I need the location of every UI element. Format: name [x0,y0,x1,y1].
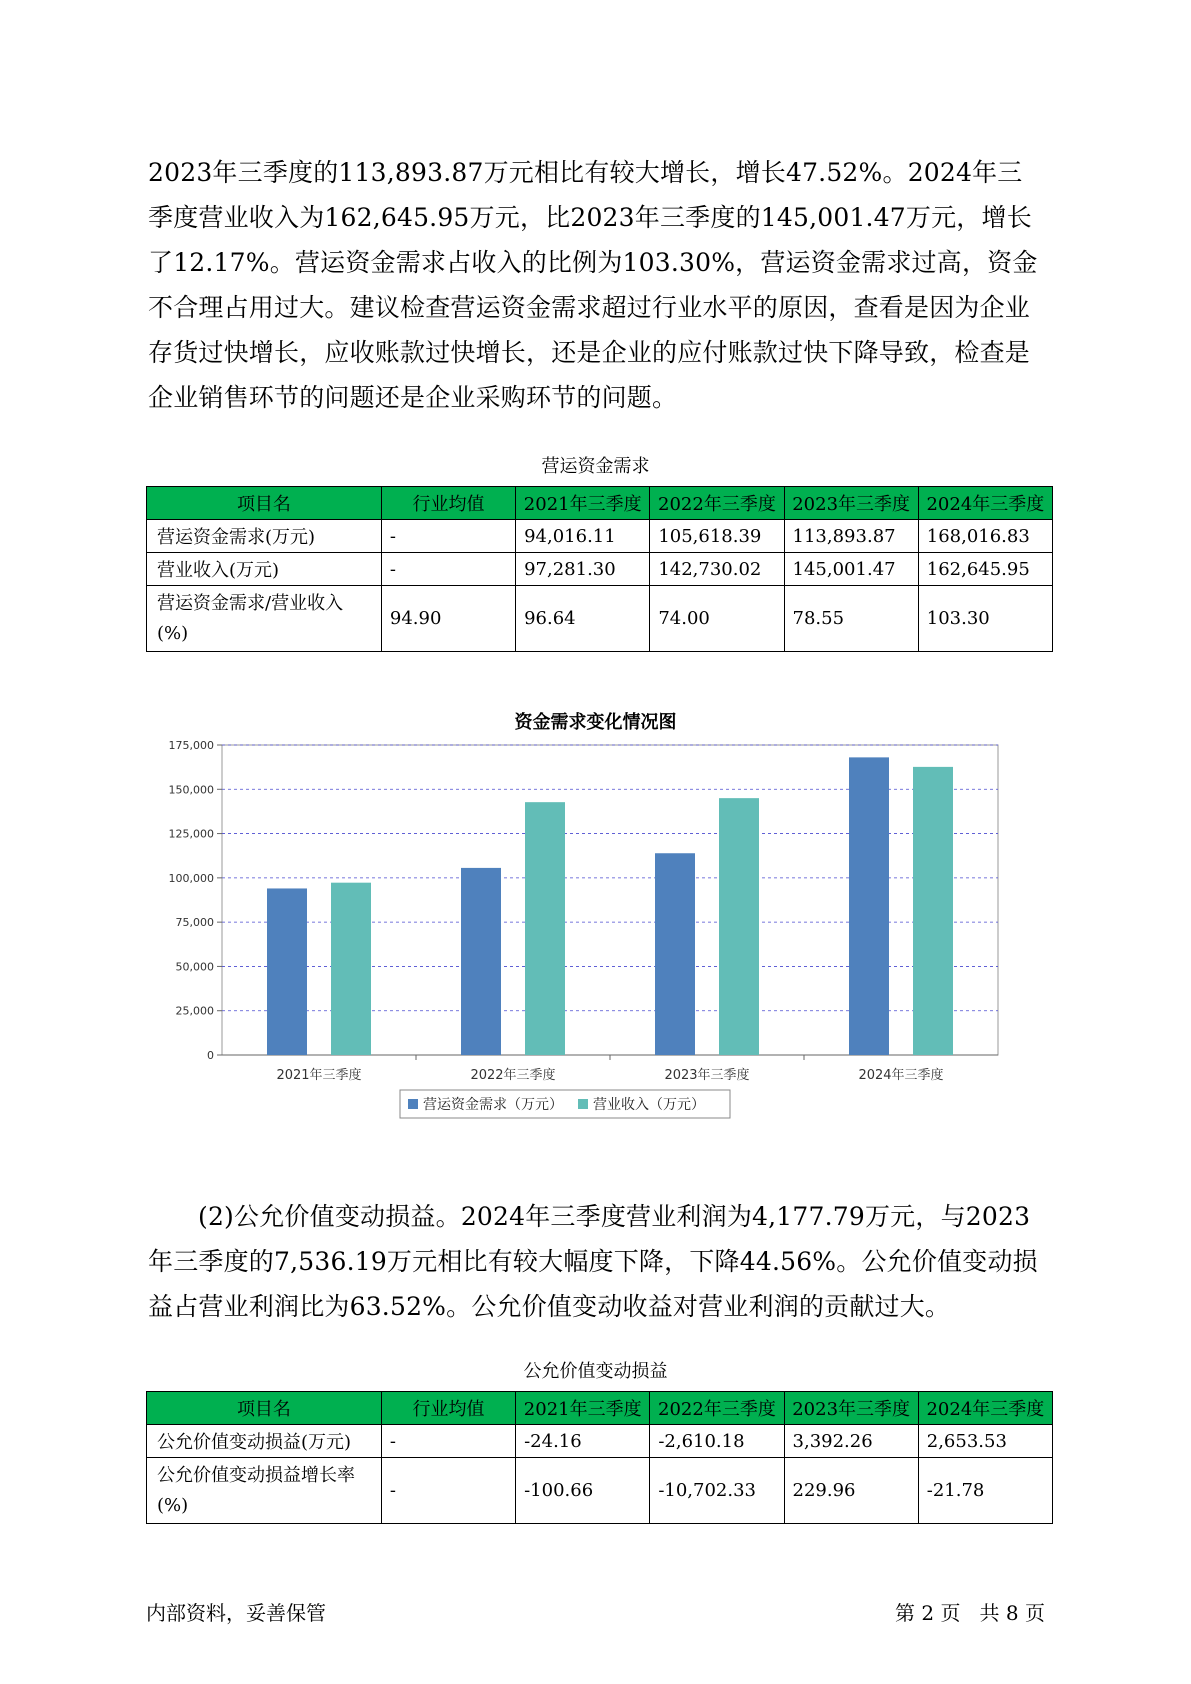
table-cell: - [381,520,515,553]
header-2021q3: 2021年三季度 [516,1392,650,1425]
table-cell: 105,618.39 [650,520,784,553]
table-cell: 103.30 [918,586,1052,652]
chart-title: 资金需求变化情况图 [514,712,677,733]
row-label: 营业收入(万元) [147,553,382,586]
bar-working-capital [849,757,889,1055]
bar-revenue [913,767,953,1055]
table-cell: 3,392.26 [784,1425,918,1458]
table-cell: 145,001.47 [784,553,918,586]
table-cell: -24.16 [516,1425,650,1458]
header-2022q3: 2022年三季度 [650,1392,784,1425]
y-tick-label: 175,000 [168,739,214,752]
table-header-row [147,487,1053,520]
y-tick-label: 75,000 [175,916,214,930]
bar-working-capital [655,853,695,1055]
table1-caption: 营运资金需求 [541,456,650,477]
table-cell: - [381,553,515,586]
paragraph-fair-value: (2)公允价值变动损益。2024年三季度营业利润为4,177.79万元，与2023年三季度的7,536.19万元相比有较大幅度下降，下降44.56%。公允价值变动损益占营业利润比为63.52%。公允价值变动收益对营业利润的贡献过大。 [148,1202,1038,1321]
table-row [147,553,1053,586]
legend-swatch [408,1099,418,1109]
working-capital-table [146,486,1053,652]
table-cell: 74.00 [650,586,784,652]
table-header-row [147,1392,1053,1425]
footer-confidential: 内部资料，妥善保管 [146,1601,326,1625]
table-cell: 142,730.02 [650,553,784,586]
legend-swatch [578,1099,588,1109]
bar-revenue [331,883,371,1055]
bar-revenue [719,798,759,1055]
footer-page-number: 第 2 页 共 8 页 [895,1601,1045,1625]
y-tick-label: 125,000 [168,827,214,841]
y-tick-label: 150,000 [168,783,214,797]
table-cell: - [381,1458,515,1524]
table-cell: - [381,1425,515,1458]
fund-demand-bar-chart [150,735,1040,1155]
bar-working-capital [461,868,501,1055]
legend-label: 营运资金需求（万元） [423,1097,563,1113]
table-cell: 94.90 [381,586,515,652]
header-2021q3: 2021年三季度 [516,487,650,520]
paragraph-working-capital: 2023年三季度的113,893.87万元相比有较大增长，增长47.52%。2024年三季度营业收入为162,645.95万元，比2023年三季度的145,001.47万元，增长了12.17%。营运资金需求占收入的比例为103.30%，营运资金需求过高，资金不合理占用过大。建议检查营运资金需求超过行业水平的原因，查看是因为企业存货过快增长，应收账款过快增长，还是企业的应付账款过快下降导致，检查是企业销售环节的问题还是企业采购环节的问题。 [148,158,1038,412]
header-industry-avg: 行业均值 [381,487,515,520]
table-row [147,520,1053,553]
fair-value-table [146,1391,1053,1524]
table-row [147,586,1053,652]
table-cell: 2,653.53 [918,1425,1052,1458]
x-tick-label: 2021年三季度 [276,1068,362,1083]
table-row [147,1425,1053,1458]
header-2023q3: 2023年三季度 [784,487,918,520]
y-tick-label: 25,000 [175,1004,214,1018]
row-label: 公允价值变动损益增长率(%) [147,1458,382,1524]
header-2024q3: 2024年三季度 [918,1392,1052,1425]
table-cell: 229.96 [784,1458,918,1524]
y-tick-label: 100,000 [168,871,214,885]
table-cell: -21.78 [918,1458,1052,1524]
table-cell: 78.55 [784,586,918,652]
table-cell: 94,016.11 [516,520,650,553]
header-2022q3: 2022年三季度 [650,487,784,520]
table-cell: 113,893.87 [784,520,918,553]
x-tick-label: 2024年三季度 [858,1068,944,1083]
header-2024q3: 2024年三季度 [918,487,1052,520]
table-cell: 168,016.83 [918,520,1052,553]
y-tick-label: 0 [207,1049,214,1062]
table-cell: 96.64 [516,586,650,652]
table-cell: -100.66 [516,1458,650,1524]
bar-revenue [525,802,565,1055]
header-item-name: 项目名 [147,487,382,520]
table-cell: -10,702.33 [650,1458,784,1524]
header-2023q3: 2023年三季度 [784,1392,918,1425]
legend-label: 营业收入（万元） [593,1097,705,1113]
row-label: 营运资金需求(万元) [147,520,382,553]
bar-working-capital [267,888,307,1055]
x-tick-label: 2022年三季度 [470,1068,556,1083]
y-tick-label: 50,000 [175,960,214,974]
header-item-name: 项目名 [147,1392,382,1425]
table2-caption: 公允价值变动损益 [523,1361,668,1382]
row-label: 营运资金需求/营业收入(%) [147,586,382,652]
table-row [147,1458,1053,1524]
table-cell: -2,610.18 [650,1425,784,1458]
x-tick-label: 2023年三季度 [664,1068,750,1083]
table-cell: 162,645.95 [918,553,1052,586]
header-industry-avg: 行业均值 [381,1392,515,1425]
row-label: 公允价值变动损益(万元) [147,1425,382,1458]
table-cell: 97,281.30 [516,553,650,586]
